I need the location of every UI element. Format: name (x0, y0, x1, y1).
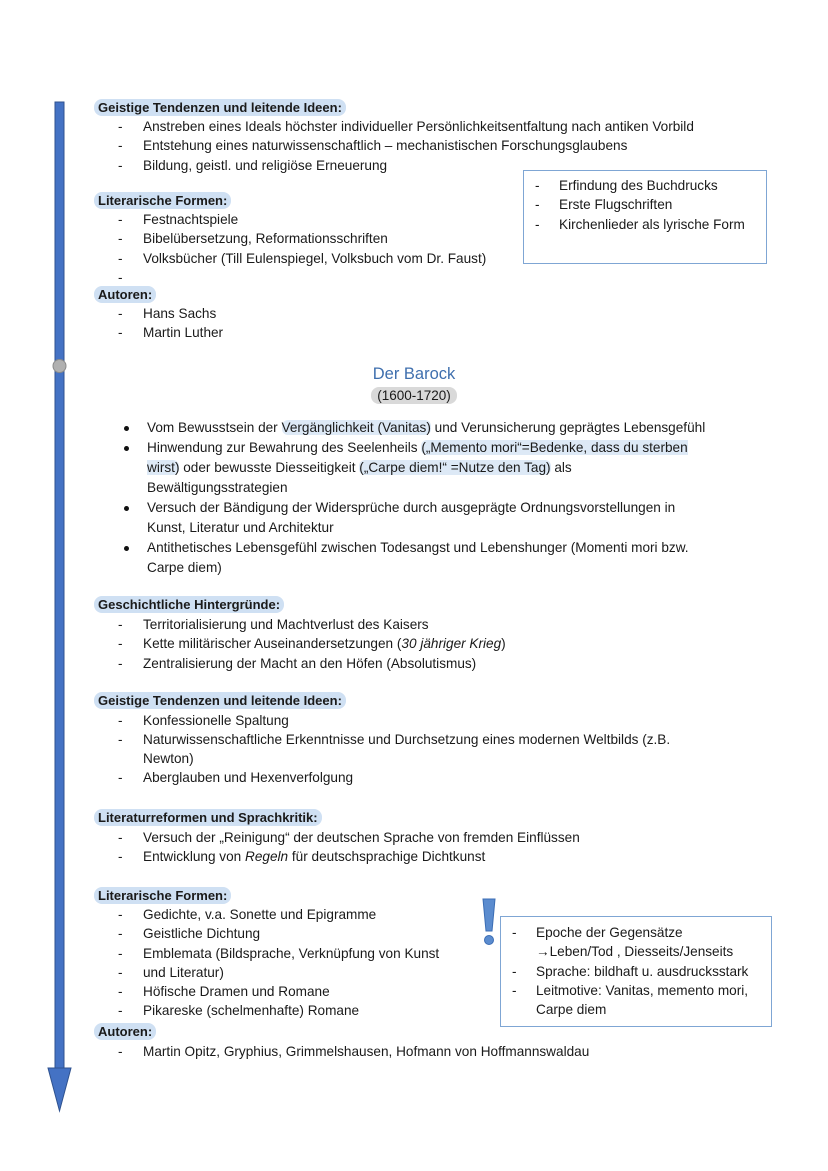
heading-ideas-1: Geistige Tendenzen und leitende Ideen: (94, 100, 346, 115)
ideas-list-2 (99, 711, 709, 788)
authors-list-1 (99, 304, 223, 343)
list-item: - Sprache: bildhaft u. ausdrucksstark (501, 962, 771, 981)
heading-forms-2: Literarische Formen: (94, 888, 231, 903)
list-item: Hinwendung zur Bewahrung des Seelenheils („Memento mori“=Bedenke, dass du sterben wirst) oder bewusste Diesseitigkeit („Carpe diem!“ =Nutze den Tag) als Bewältigungsstrategien (115, 438, 712, 498)
list-item: - Pikareske (schelmenhafte) Romane (99, 1001, 439, 1020)
reform-list (99, 828, 580, 867)
list-item: Antithetisches Lebensgefühl zwischen Todesangst und Lebenshunger (Momenti mori bzw. Carpe diem) (115, 538, 717, 578)
ideas-list-1 (99, 117, 694, 175)
list-item: - Hans Sachs (99, 304, 223, 323)
heading-authors-1: Autoren: (94, 287, 156, 302)
list-item: - Festnachtspiele (99, 210, 486, 229)
heading-authors-2: Autoren: (94, 1024, 156, 1039)
list-item: - Naturwissenschaftliche Erkenntnisse und Durchsetzung eines modernen Weltbilds (z.B. Newton) (99, 730, 688, 768)
list-item: - Epoche der Gegensätze →Leben/Tod , Diesseits/Jenseits (501, 923, 771, 962)
list-item: - Aberglauben und Hexenverfolgung (99, 768, 709, 787)
timeline-shaft (55, 102, 64, 1072)
list-item: - Entwicklung von Regeln für deutschsprachige Dichtkunst (99, 847, 580, 866)
barock-bullets (115, 418, 740, 578)
list-item: - und Literatur) (99, 963, 439, 982)
list-item: Vom Bewusstsein der Vergänglichkeit (Vanitas) und Verunsicherung geprägtes Lebensgefühl (115, 418, 740, 438)
list-item: - Martin Opitz, Gryphius, Grimmelshausen, Hofmann von Hoffmannswaldau (99, 1042, 589, 1061)
list-item: - Gedichte, v.a. Sonette und Epigramme (99, 905, 439, 924)
list-item: - Emblemata (Bildsprache, Verknüpfung von Kunst (99, 944, 439, 963)
timeline-marker (53, 360, 66, 373)
exclamation-icon (479, 897, 499, 947)
note-box-2 (500, 916, 772, 1027)
list-item: - Zentralisierung der Macht an den Höfen (Absolutismus) (99, 654, 506, 673)
forms-list-1 (99, 210, 486, 287)
timeline-arrowhead (48, 1068, 71, 1111)
list-item: - Anstreben eines Ideals höchster individueller Persönlichkeitsentfaltung nach antiken Vorbild (99, 117, 694, 136)
page-title: Der Barock (372, 365, 456, 383)
timeline-arrow (46, 98, 74, 1114)
list-item: - Erfindung des Buchdrucks (524, 176, 766, 195)
list-item (99, 268, 486, 287)
list-item: - Volksbücher (Till Eulenspiegel, Volksbuch vom Dr. Faust) (99, 249, 486, 268)
list-item: - Leitmotive: Vanitas, memento mori, Carpe diem (501, 981, 771, 1020)
list-item: - Geistliche Dichtung (99, 924, 439, 943)
list-item: - Erste Flugschriften (524, 195, 766, 214)
list-item: - Versuch der „Reinigung“ der deutschen Sprache von fremden Einflüssen (99, 828, 580, 847)
list-item: - Bibelübersetzung, Reformationsschriften (99, 229, 486, 248)
history-list (99, 615, 506, 673)
authors-list-2 (99, 1042, 589, 1061)
heading-reform: Literaturreformen und Sprachkritik: (94, 810, 322, 825)
heading-ideas-2: Geistige Tendenzen und leitende Ideen: (94, 693, 346, 708)
list-item: - Territorialisierung und Machtverlust des Kaisers (99, 615, 506, 634)
list-item: - Kirchenlieder als lyrische Form (524, 215, 766, 234)
list-item: - Bildung, geistl. und religiöse Erneuerung (99, 156, 694, 175)
forms-list-2 (99, 905, 439, 1021)
period-badge: (1600-1720) (300, 388, 528, 403)
list-item: - Kette militärischer Auseinandersetzungen (30 jähriger Krieg) (99, 634, 506, 653)
heading-forms-1: Literarische Formen: (94, 193, 231, 208)
list-item: - Höfische Dramen und Romane (99, 982, 439, 1001)
list-item: - Konfessionelle Spaltung (99, 711, 709, 730)
list-item: Versuch der Bändigung der Widersprüche durch ausgeprägte Ordnungsvorstellungen in Kunst, Literatur und Architektur (115, 498, 707, 538)
list-item: - Entstehung eines naturwissenschaftlich – mechanistischen Forschungsglaubens (99, 136, 694, 155)
list-item: - Martin Luther (99, 323, 223, 342)
note-box-1 (523, 170, 767, 264)
heading-history: Geschichtliche Hintergründe: (94, 597, 284, 612)
